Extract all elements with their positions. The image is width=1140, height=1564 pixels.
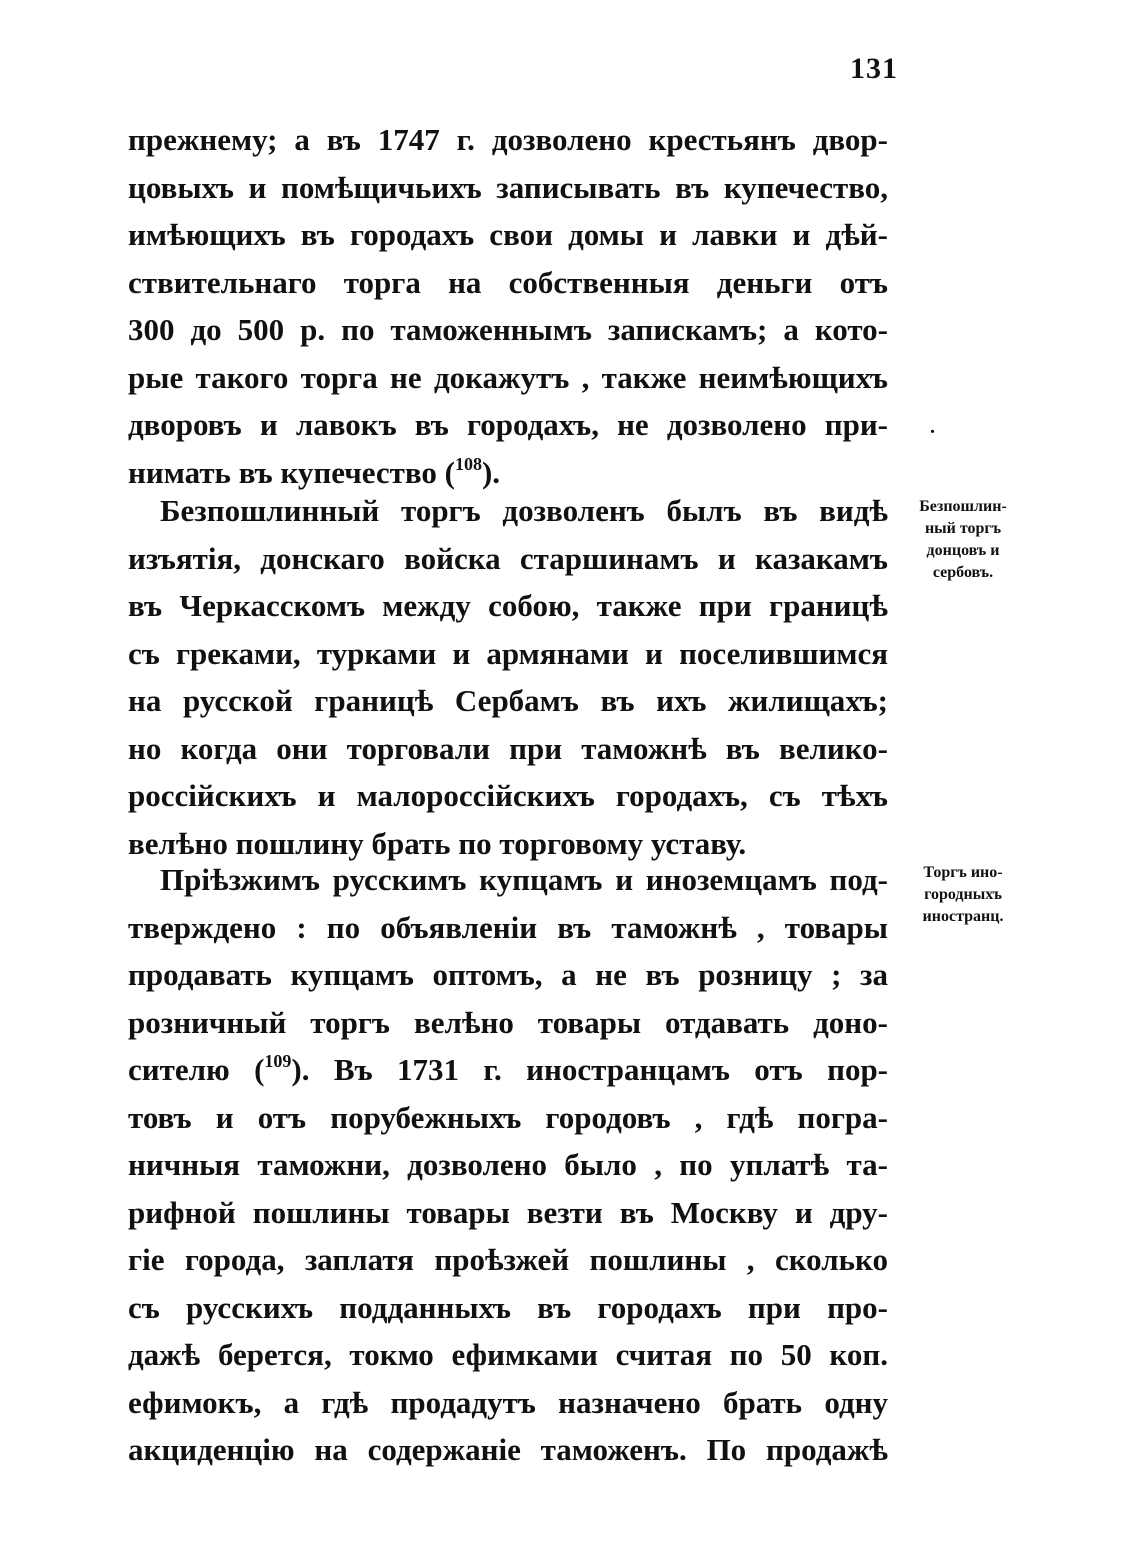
paragraph-1-line-8-tail: ). <box>481 454 501 490</box>
paragraph-1-line-3: имѣющихъ въ городахъ свои домы и лавки и дѣй- <box>128 217 888 252</box>
margin-note-1-line-3: донцовъ и <box>926 542 1000 559</box>
paragraph-3-line-8: рифной пошлины товары везти въ Москву и дру- <box>128 1194 888 1230</box>
paragraph-3-line-11: дажѣ берется, токмо ефимками считая по 50 коп. <box>128 1337 888 1372</box>
paragraph-3-line-5-text: сителю ( <box>128 1052 265 1087</box>
margin-note-2-line-3: иностранц. <box>922 908 1004 925</box>
paragraph-3 <box>128 856 888 1474</box>
paragraph-3-line-3: продавать купцамъ оптомъ, а не въ розницу ; за <box>128 957 888 992</box>
margin-note-foreign-trade <box>896 862 1030 928</box>
paragraph-1-line-4: ствительнаго торга на собственныя деньги отъ <box>128 264 888 300</box>
margin-note-1-line-4: сербовъ. <box>932 564 994 581</box>
margin-note-1-line-2: ный торгъ <box>924 520 1002 537</box>
paragraph-3-line-2: тверждено : по объявленіи въ таможнѣ , товары <box>128 909 888 945</box>
paragraph-3-line-4: розничный торгъ велѣно товары отдавать доно- <box>128 1004 888 1040</box>
paragraph-2 <box>128 487 888 867</box>
paragraph-3-line-5-tail: ). Въ 1731 г. иностранцамъ отъ пор- <box>291 1052 889 1087</box>
paragraph-3-line-1: Пріѣзжимъ русскимъ купцамъ и иноземцамъ под- <box>160 862 888 897</box>
margin-note-duty-free <box>896 496 1030 584</box>
page-number: 131 <box>850 52 898 85</box>
paragraph-3-line-12: ефимокъ, а гдѣ продадутъ назначено брать одну <box>128 1384 888 1420</box>
paragraph-1-line-6: рые такого торга не докажутъ , также неимѣющихъ <box>128 359 888 395</box>
paragraph-2-line-5: на русской границѣ Сербамъ въ ихъ жилищахъ; <box>128 683 888 718</box>
paragraph-2-line-3: въ Черкасскомъ между собою, также при границѣ <box>128 588 888 623</box>
paragraph-3-line-5 <box>128 1046 888 1094</box>
footnote-ref-108: 108 <box>454 453 482 474</box>
paragraph-3-line-13: акциденцію на содержаніе таможенъ. По продажѣ <box>128 1432 888 1467</box>
paragraph-1-line-2: цовыхъ и помѣщичьихъ записывать въ купечество, <box>128 169 888 205</box>
paragraph-2-line-1: Безпошлинный торгъ дозволенъ былъ въ видѣ <box>160 493 888 528</box>
paragraph-3-line-6: товъ и отъ порубежныхъ городовъ , гдѣ погра- <box>128 1099 888 1135</box>
paragraph-1-line-8-text: нимать въ купечество ( <box>128 454 455 490</box>
margin-note-2-line-2: городныхъ <box>924 886 1002 903</box>
paragraph-3-line-7: ничныя таможни, дозволено было , по уплатѣ та- <box>128 1147 888 1182</box>
paragraph-2-line-8: велѣно пошлину брать по торговому уставу. <box>128 825 747 861</box>
paragraph-2-line-7: россійскихъ и малороссійскихъ городахъ, съ тѣхъ <box>128 778 888 813</box>
paragraph-1-line-1: прежнему; а въ 1747 г. дозволено крестьянъ двор- <box>128 122 888 157</box>
margin-note-2-line-1: Торгъ ино- <box>923 864 1003 881</box>
paragraph-2-line-2: изъятія, донскаго войска старшинамъ и казакамъ <box>128 540 888 576</box>
paragraph-1-line-5: 300 до 500 р. по таможеннымъ запискамъ; а кото- <box>128 312 888 347</box>
footnote-ref-109: 109 <box>264 1051 292 1071</box>
paragraph-2-line-4: съ греками, турками и армянами и поселившимся <box>128 635 888 671</box>
margin-dot: . <box>930 416 935 438</box>
paragraph-1-line-7: дворовъ и лавокъ въ городахъ, не дозволено при- <box>128 407 888 442</box>
paragraph-3-line-10: съ русскихъ подданныхъ въ городахъ при про- <box>128 1289 888 1325</box>
paragraph-3-line-9: гіе города, заплатя проѣзжей пошлины , сколько <box>128 1242 888 1277</box>
paragraph-1 <box>128 116 888 496</box>
paragraph-2-line-6: но когда они торговали при таможнѣ въ велико- <box>128 730 888 766</box>
margin-note-1-line-1: Безпошлин- <box>919 498 1007 515</box>
